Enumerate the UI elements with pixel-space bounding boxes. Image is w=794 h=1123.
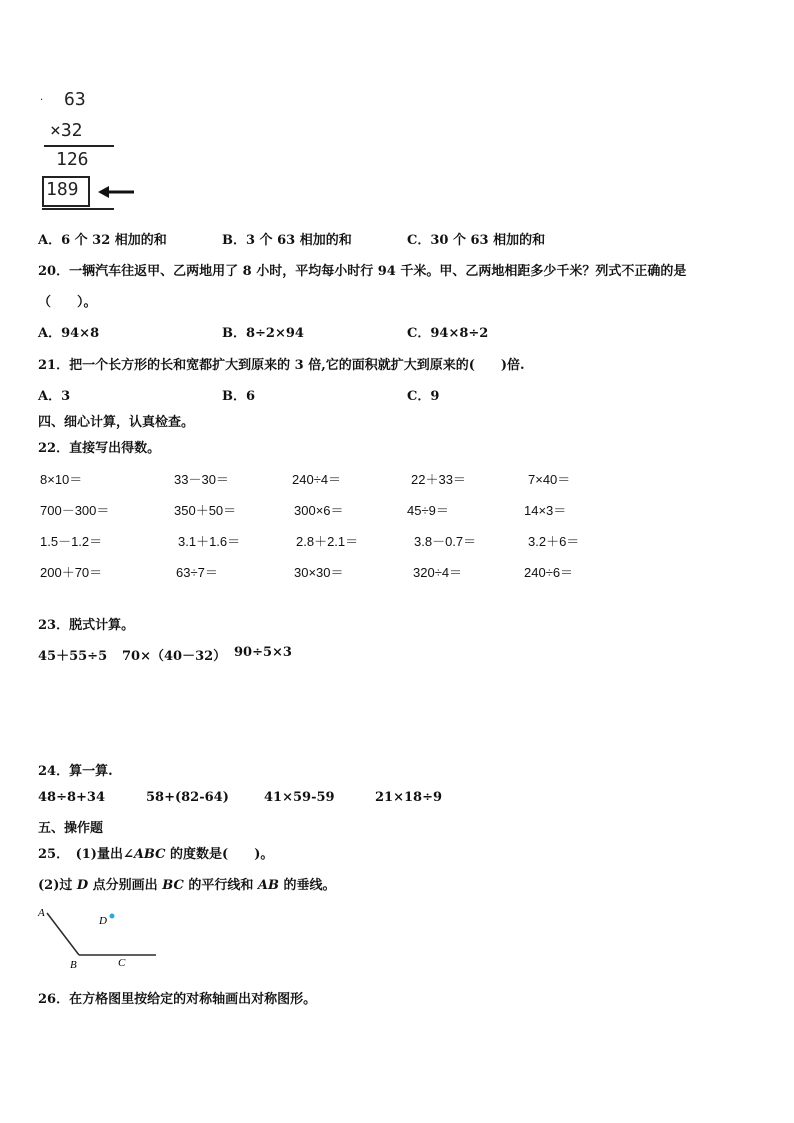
q21-option-a[interactable]: A．3 xyxy=(38,389,71,404)
q25-line2-mid2: 的平行线和 xyxy=(183,878,258,893)
q25-line2-mid: 点分别画出 xyxy=(88,878,163,893)
calc-item: 45÷9＝ xyxy=(407,503,449,518)
multiplier: ×32 xyxy=(50,120,83,141)
calc-item: 240÷6＝ xyxy=(524,565,574,580)
angle-abc: ∠ABC xyxy=(122,847,166,862)
segment-bc-ref: BC xyxy=(162,878,184,893)
calc-item: 22＋33＝ xyxy=(411,472,466,487)
q22-title: 22．直接写出得数。 xyxy=(38,441,161,456)
q24-item-4: 21×18÷9 xyxy=(375,790,443,805)
q25-line1-suffix: 的度数是( )。 xyxy=(165,847,274,862)
dot-mark: . xyxy=(40,92,44,103)
calc-item: 240÷4＝ xyxy=(292,472,342,487)
calc-item: 14×3＝ xyxy=(524,503,567,518)
q26-title: 26．在方格图里按给定的对称轴画出对称图形。 xyxy=(38,992,317,1007)
calc-item: 700－300＝ xyxy=(40,503,110,518)
partial-product-1: 126 xyxy=(56,149,89,170)
label-c: C xyxy=(118,957,126,969)
multiplicand: 63 xyxy=(64,89,86,110)
q20-option-a[interactable]: A．94×8 xyxy=(38,326,100,341)
q20-option-c[interactable]: C．94×8÷2 xyxy=(407,326,489,341)
q19-option-c[interactable]: C．30 个 63 相加的和 xyxy=(407,233,546,248)
label-d: D xyxy=(99,915,107,927)
section4-heading: 四、细心计算，认真检查。 xyxy=(38,415,195,430)
calc-item: 33－30＝ xyxy=(174,472,229,487)
q19-option-a[interactable]: A．6 个 32 相加的和 xyxy=(38,233,167,248)
calc-item: 320÷4＝ xyxy=(413,565,463,580)
q25-line1 xyxy=(38,843,273,862)
calc-item: 3.2＋6＝ xyxy=(528,534,580,549)
multiplication-line xyxy=(44,145,114,147)
section5-heading: 五、操作题 xyxy=(38,821,104,836)
calc-item: 350＋50＝ xyxy=(174,503,237,518)
q23-item-3: 90÷5×3 xyxy=(234,645,292,660)
partial-product-2: 189 xyxy=(46,179,79,200)
angle-figure xyxy=(30,900,170,975)
q21-option-b[interactable]: B．6 xyxy=(222,389,256,404)
q24-item-1: 48÷8+34 xyxy=(38,790,106,805)
calc-item: 300×6＝ xyxy=(294,503,344,518)
q20-text: 20．一辆汽车往返甲、乙两地用了 8 小时，平均每小时行 94 千米。甲、乙两地相距多少千米？列式不正确的是 xyxy=(38,264,687,279)
q23-title: 23．脱式计算。 xyxy=(38,618,135,633)
segment-ab xyxy=(47,913,79,955)
calc-item: 200＋70＝ xyxy=(40,565,103,580)
q23-item-1: 45＋55÷5 xyxy=(38,649,108,664)
q21-option-c[interactable]: C．9 xyxy=(407,389,440,404)
q24-item-2: 58+(82-64) xyxy=(146,790,229,805)
q25-line1-prefix: 25． (1)量出 xyxy=(38,847,123,862)
segment-ab-ref: AB xyxy=(257,878,279,893)
label-a: A xyxy=(38,907,45,919)
q24-item-3: 41×59-59 xyxy=(264,790,335,805)
q25-line2 xyxy=(38,874,335,893)
calc-item: 63÷7＝ xyxy=(176,565,218,580)
q23-item-2: 70×（40－32） xyxy=(122,649,227,664)
calc-item: 2.8＋2.1＝ xyxy=(296,534,359,549)
q21-text: 21．把一个长方形的长和宽都扩大到原来的 3 倍,它的面积就扩大到原来的( )倍. xyxy=(38,358,525,373)
calc-item: 3.1＋1.6＝ xyxy=(178,534,241,549)
left-arrow-icon xyxy=(96,184,136,200)
calc-item: 8×10＝ xyxy=(40,472,83,487)
point-d-dot xyxy=(110,914,115,919)
bottom-line xyxy=(42,208,114,210)
calc-item: 30×30＝ xyxy=(294,565,344,580)
q20-option-b[interactable]: B．8÷2×94 xyxy=(222,326,304,341)
q25-line2-prefix: (2)过 xyxy=(38,878,77,893)
q25-line2-suffix: 的垂线。 xyxy=(278,878,336,893)
q24-title: 24．算一算. xyxy=(38,764,113,779)
point-d-ref: D xyxy=(76,878,89,893)
calc-item: 3.8－0.7＝ xyxy=(414,534,477,549)
q20-blank: （ ）。 xyxy=(38,295,97,310)
label-b: B xyxy=(70,959,77,971)
calc-item: 7×40＝ xyxy=(528,472,571,487)
calc-item: 1.5－1.2＝ xyxy=(40,534,103,549)
q19-option-b[interactable]: B．3 个 63 相加的和 xyxy=(222,233,352,248)
